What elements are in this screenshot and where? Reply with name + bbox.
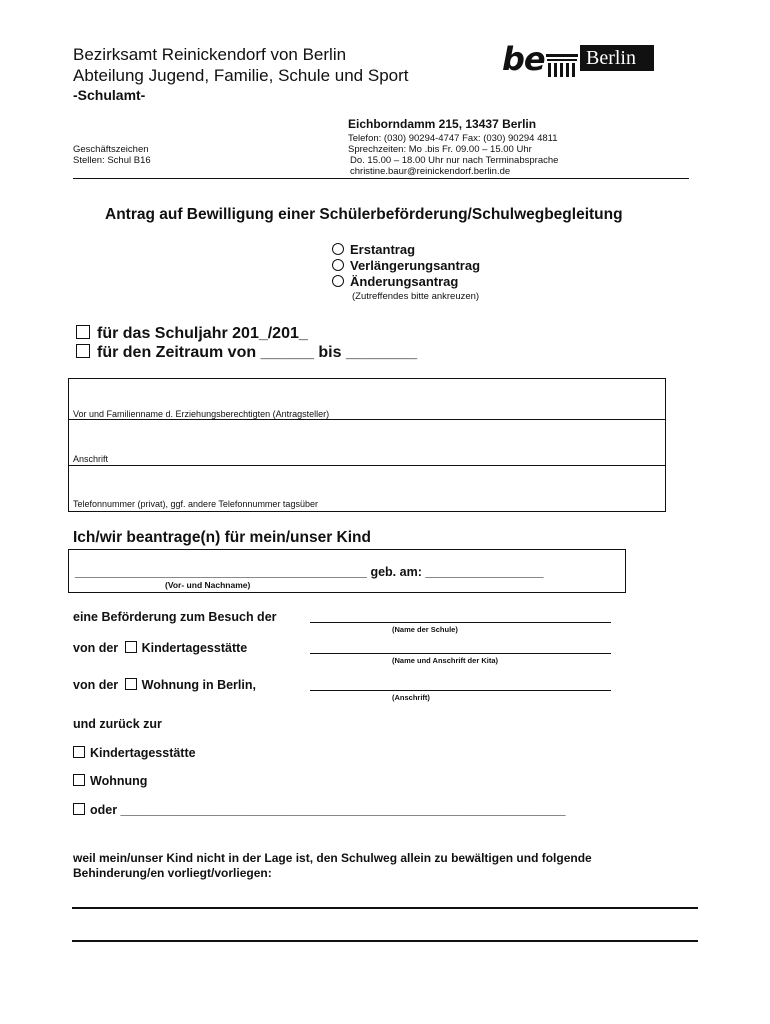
kita-origin-option[interactable] — [73, 641, 247, 655]
form-title: Antrag auf Bewilligung einer Schülerbeförderung/Schulwegbegleitung — [105, 206, 623, 223]
school-caption: (Name der Schule) — [392, 625, 458, 634]
time-range-label: für den Zeitraum von ______ bis ________ — [97, 344, 418, 361]
home-address-field[interactable] — [310, 690, 611, 691]
home-caption: (Anschrift) — [392, 693, 430, 702]
return-home-label: Wohnung — [90, 774, 148, 788]
school-name-field[interactable] — [310, 622, 611, 623]
office-phone: Telefon: (030) 90294-4747 Fax: (030) 90294 4811 — [348, 133, 558, 144]
reference-value: Stellen: Schul B16 — [73, 155, 151, 166]
office-subunit: -Schulamt- — [73, 87, 146, 103]
option-label: Änderungsantrag — [350, 274, 459, 289]
applicant-address-field[interactable] — [68, 420, 664, 465]
applicant-name-caption: Vor und Familienname d. Erziehungsberechtigten (Antragsteller) — [73, 409, 330, 419]
child-name-caption: (Vor- und Nachname) — [165, 580, 251, 590]
checkbox-icon[interactable] — [73, 803, 85, 815]
header-divider — [73, 178, 689, 179]
time-range-option[interactable] — [76, 344, 417, 362]
applicant-address-caption: Anschrift — [73, 454, 109, 464]
brandenburg-gate-icon — [544, 52, 580, 78]
logo-berlin-block — [580, 45, 654, 71]
reason-text-2: Behinderung/en vorliegt/vorliegen: — [73, 866, 272, 880]
option-change-application[interactable] — [332, 274, 458, 289]
applicant-phone-caption: Telefonnummer (privat), ggf. andere Telefonnummer tagsüber — [73, 499, 318, 509]
office-hours-1: Sprechzeiten: Mo .bis Fr. 09.00 – 15.00 Uhr — [348, 144, 532, 155]
checkbox-icon[interactable] — [76, 344, 90, 358]
radio-icon[interactable] — [332, 259, 344, 271]
option-label: Erstantrag — [350, 242, 416, 257]
checkbox-icon[interactable] — [125, 641, 137, 653]
checkbox-icon[interactable] — [76, 325, 90, 339]
return-other-label: oder ________________________________________________________________ — [90, 803, 566, 817]
option-hint: (Zutreffendes bitte ankreuzen) — [352, 291, 480, 302]
option-first-application[interactable] — [332, 242, 415, 257]
reference-label: Geschäftszeichen — [73, 144, 149, 155]
return-home-option[interactable] — [73, 774, 147, 788]
from-label: von der — [73, 641, 119, 655]
kita-option-label: Kindertagesstätte — [141, 641, 248, 655]
home-origin-option[interactable] — [73, 678, 256, 692]
child-heading: Ich/wir beantrage(n) für mein/unser Kind — [73, 529, 371, 546]
office-name: Bezirksamt Reinickendorf von Berlin — [73, 45, 347, 64]
office-address: Eichborndamm 215, 13437 Berlin — [348, 117, 537, 131]
return-kita-label: Kindertagesstätte — [90, 746, 196, 760]
return-other-option[interactable] — [73, 803, 565, 817]
child-name-birth-field[interactable]: __________________________________________ geb. am: _________________ — [75, 565, 544, 579]
disability-line-2[interactable] — [72, 940, 698, 942]
reason-text-1: weil mein/unser Kind nicht in der Lage ist, den Schulweg allein zu bewältigen und folgende — [73, 851, 592, 865]
school-label: eine Beförderung zum Besuch der — [73, 610, 277, 624]
option-extension-application[interactable] — [332, 258, 480, 273]
checkbox-icon[interactable] — [73, 746, 85, 758]
berlin-logo — [502, 42, 654, 78]
department-name: Abteilung Jugend, Familie, Schule und Sport — [73, 66, 409, 85]
option-label: Verlängerungsantrag — [350, 258, 481, 273]
checkbox-icon[interactable] — [125, 678, 137, 690]
logo-be-text: be — [502, 40, 545, 78]
office-email: christine.baur@reinickendorf.berlin.de — [350, 166, 511, 177]
disability-line-1[interactable] — [72, 907, 698, 909]
office-hours-2: Do. 15.00 – 18.00 Uhr nur nach Terminabsprache — [350, 155, 559, 166]
kita-address-field[interactable] — [310, 653, 611, 654]
kita-caption: (Name und Anschrift der Kita) — [392, 656, 498, 665]
school-year-option[interactable] — [76, 325, 308, 343]
logo-berlin-text: Berlin — [586, 47, 636, 69]
radio-icon[interactable] — [332, 243, 344, 255]
school-year-label: für das Schuljahr 201_/201_ — [97, 325, 308, 342]
return-label: und zurück zur — [73, 717, 162, 731]
checkbox-icon[interactable] — [73, 774, 85, 786]
radio-icon[interactable] — [332, 275, 344, 287]
from-label: von der — [73, 678, 119, 692]
home-option-label: Wohnung in Berlin, — [141, 678, 256, 692]
return-kita-option[interactable] — [73, 746, 196, 760]
